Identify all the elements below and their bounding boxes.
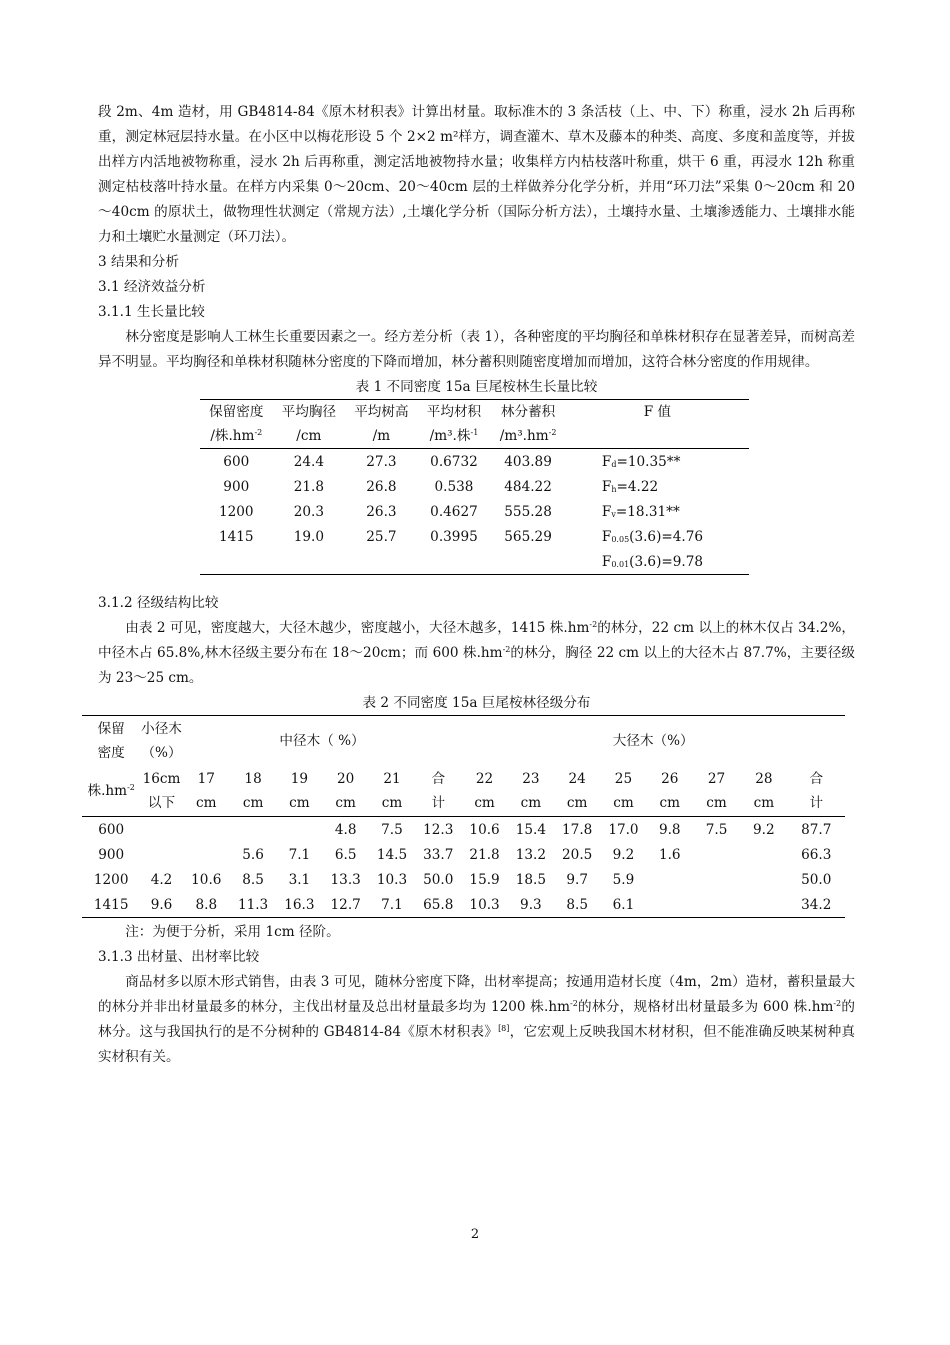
table1-header-cell: 平均材积 — [426, 404, 482, 420]
table-cell — [418, 549, 491, 575]
table-cell: 19.0 — [293, 528, 324, 545]
table-cell: 50.0 — [423, 871, 454, 888]
table-cell: 900 — [223, 478, 250, 495]
diameter-class-header: 24 cm — [554, 766, 600, 817]
table1-unit-cell: $/m^3.hm^{-2}$ — [490, 424, 566, 449]
table-cell: 403.89 — [504, 453, 552, 470]
table1-header-cell: 平均胸径 — [281, 404, 337, 420]
diameter-class-header: 合 计 — [788, 766, 846, 817]
table-cell: 565.29 — [504, 528, 552, 545]
table-cell — [693, 867, 740, 892]
medium-diameter-header: 中径木（ %） — [279, 733, 365, 749]
table1-unit-cell: /株$.hm^{-2}$ — [200, 424, 273, 449]
table-cell: 900 — [98, 846, 125, 863]
table-cell: 10.6 — [469, 821, 500, 838]
table2-note: 注：为便于分析，采用 1cm 径阶。 — [125, 924, 340, 940]
table-cell: 600 — [98, 821, 125, 838]
table-cell: 0.538 — [434, 478, 474, 495]
table1-caption: 表 1 不同密度 15a 巨尾桉林生长量比较 — [355, 379, 598, 395]
table-cell: 9.7 — [566, 871, 588, 888]
table-cell: 8.5 — [566, 896, 588, 913]
table-cell: 10.3 — [469, 896, 500, 913]
table-row — [82, 817, 845, 843]
table-cell: 9.2 — [753, 821, 775, 838]
diameter-class-header: 27 cm — [693, 766, 740, 817]
f-value-cell: $F_h=4.22$ — [601, 478, 659, 495]
table-cell: 600 — [223, 453, 250, 470]
density-unit-header: 株$.hm^{-2}$ — [82, 766, 140, 817]
table-cell — [740, 867, 787, 892]
page-number: 2 — [470, 1227, 480, 1242]
table1-unit-cell: /cm — [273, 424, 346, 449]
table-cell: 10.3 — [376, 871, 408, 888]
table-cell — [740, 892, 787, 918]
table-cell: 8.8 — [195, 896, 218, 913]
table-cell — [647, 867, 693, 892]
table-cell — [647, 892, 693, 918]
table2-header-row — [82, 716, 845, 767]
table-cell — [183, 842, 230, 867]
paragraph-timber-output: 商品材多以原木形式销售，由表 3 可见，随林分密度下降，出材率提高；按通用造材长度（4m，2m）造材，蓄积量最大的林分并非出材量最多的林分，主伐出材量及总出材量最多均为 1200 株$.hm^{-2}$的林分，规格材出材量最多为 600 株$.hm^{-2}$的林分。这与我国执行的是不分树种的 GB4814-84《原木材积表》[8]，它宏观上反映我国木材材积，但不能准确反映某树种真实材积有关。 — [98, 974, 856, 1065]
table-cell — [276, 817, 322, 843]
table-cell: 25.7 — [366, 528, 397, 545]
f-value-cell: $F_{0.01}(3.6)=9.78$ — [601, 553, 704, 570]
table-row — [200, 524, 749, 549]
heading-diameter-class: 3.1.2 径级结构比较 — [98, 595, 219, 611]
table-cell: 0.4627 — [430, 503, 478, 520]
table-row — [200, 474, 749, 499]
table-cell: 21.8 — [293, 478, 324, 495]
diameter-class-header: 21 cm — [369, 766, 415, 817]
table-cell: 24.4 — [293, 453, 324, 470]
table-cell: 7.1 — [381, 896, 403, 913]
table-cell: 9.8 — [658, 821, 681, 838]
table-cell: 555.28 — [504, 503, 552, 520]
table-cell: 6.5 — [334, 846, 357, 863]
table-cell: 14.5 — [376, 846, 408, 863]
table1-header-row — [200, 400, 749, 425]
table1-unit-cell: /m³.株$^{-1}$ — [418, 424, 491, 449]
table-cell: 4.8 — [334, 821, 357, 838]
paragraph-growth: 林分密度是影响人工林生长重要因素之一。经方差分析（表 1），各种密度的平均胸径和单株材积存在显著差异，而树高差异不明显。平均胸径和单株材积随林分密度的下降而增加，林分蓄积则随密度增加而增加，这符合林分密度的作用规律。 — [98, 329, 855, 370]
table-cell: 10.6 — [191, 871, 222, 888]
table1-header-cell: 平均树高 — [354, 404, 409, 420]
table-cell: 17.8 — [562, 821, 593, 838]
table-cell: 17.0 — [608, 821, 639, 838]
table-cell: 9.6 — [150, 896, 173, 913]
table-cell: 33.7 — [423, 846, 454, 863]
table-row — [200, 499, 749, 524]
table-row — [200, 449, 749, 475]
diameter-class-header: 22 cm — [461, 766, 507, 817]
small-diameter-header: 小径木 （%） — [141, 721, 182, 761]
table-cell: 18.5 — [515, 871, 546, 888]
table-cell: 27.3 — [366, 453, 397, 470]
large-diameter-header: 大径木（%） — [612, 733, 694, 749]
diameter-class-header: 26 cm — [647, 766, 693, 817]
table-cell: 66.3 — [801, 846, 832, 863]
table-cell: 0.3995 — [430, 528, 478, 545]
diameter-class-header: 16cm 以下 — [140, 766, 182, 817]
f-value-cell: $F_v=18.31**$ — [601, 503, 680, 520]
table1-header-unit-row — [200, 424, 749, 449]
table-cell: 7.5 — [381, 821, 403, 838]
table-cell: 15.4 — [515, 821, 546, 838]
table-cell: 87.7 — [801, 821, 832, 838]
table-cell: 21.8 — [469, 846, 500, 863]
table-cell: 9.3 — [520, 896, 542, 913]
table-cell: 1.6 — [658, 846, 681, 863]
paragraph-methods: 段 2m、4m 造材，用 GB4814-84《原木材积表》计算出材量。取标准木的 3 条活枝（上、中、下）称重，浸水 2h 后再称重，测定林冠层持水量。在小区中以梅花形设 5 个 2×2 m²样方，调查灌木、草木及藤本的种类、高度、多度和盖度等，并拔出样方内活地被物称重，浸水 2h 后再称重，测定活地被物持水量；收集样方内枯枝落叶称重，烘干 6 重，再浸水 12h 称重测定枯枝落叶持水量。在样方内采集 0～20cm、20～40cm 层的土样做养分化学分析，并用“环刀法”采集 0～20cm 和 20～40cm 的原状土，做物理性状测定（常规方法）,土壤化学分析（国际分析方法），土壤持水量、土壤渗透能力、土壤排水能力和土壤贮水量测定（环刀法）。 — [98, 104, 855, 245]
table-cell: 7.1 — [288, 846, 311, 863]
table1-header-cell: 保留密度 — [209, 404, 264, 420]
diameter-class-header: 25 cm — [600, 766, 646, 817]
table-cell — [345, 549, 418, 575]
table-cell: 484.22 — [504, 478, 552, 495]
table1-unit-cell: /m — [345, 424, 418, 449]
table-cell: 12.3 — [423, 821, 454, 838]
heading-timber-output: 3.1.3 出材量、出材率比较 — [98, 949, 260, 965]
table-cell — [200, 549, 273, 575]
table2-subheader-row — [82, 766, 845, 817]
table-cell: 1415 — [93, 896, 129, 913]
table-cell: 8.5 — [242, 871, 264, 888]
table-cell: 6.1 — [612, 896, 635, 913]
table-cell: 9.2 — [612, 846, 635, 863]
table-cell: 13.2 — [515, 846, 546, 863]
table2-caption: 表 2 不同密度 15a 巨尾桉林径级分布 — [362, 695, 591, 711]
table-cell: 3.1 — [288, 871, 311, 888]
table2 — [82, 715, 845, 918]
heading-growth: 3.1.1 生长量比较 — [98, 304, 205, 320]
table-cell: 15.9 — [469, 871, 500, 888]
table-cell: 1415 — [218, 528, 254, 545]
table1-header-cell: F 值 — [643, 404, 672, 420]
table-cell: 0.6732 — [430, 453, 478, 470]
heading-economic: 3.1 经济效益分析 — [98, 279, 206, 295]
table-cell: 34.2 — [801, 896, 832, 913]
table-cell: 26.8 — [366, 478, 397, 495]
f-value-cell: $F_d=10.35**$ — [601, 453, 681, 470]
table-cell — [273, 549, 346, 575]
table-cell: 50.0 — [801, 871, 832, 888]
table-cell: 1200 — [218, 503, 254, 520]
table1-header-cell: 林分蓄积 — [500, 404, 556, 420]
table-row — [82, 892, 845, 918]
table-cell: 1200 — [93, 871, 129, 888]
document-page — [87, 100, 856, 1070]
table-cell — [740, 842, 787, 867]
diameter-class-header: 17 cm — [183, 766, 230, 817]
table-cell: 65.8 — [423, 896, 454, 913]
table-cell — [140, 817, 182, 843]
table1-unit-cell — [566, 424, 749, 449]
table-cell: 5.9 — [612, 871, 635, 888]
table1 — [200, 399, 749, 575]
paragraph-diameter-class: 由表 2 可见，密度越大，大径木越少，密度越小，大径木越多，1415 株$.hm^{-2}$的林分，22 cm 以上的林木仅占 34.2%，中径木占 65.8%,林木径级主要分布在 18～20cm；而 600 株$.hm^{-2}$的林分，胸径 22 cm 以上的大径木占 87.7%，主要径级为 23～25 cm。 — [98, 620, 856, 686]
table-cell: 7.5 — [705, 821, 728, 838]
table-cell — [230, 817, 276, 843]
density-header: 保留 密度 — [97, 721, 125, 761]
diameter-class-header: 18 cm — [230, 766, 276, 817]
table-cell: 11.3 — [237, 896, 269, 913]
table-row — [82, 867, 845, 892]
table-cell: 13.3 — [330, 871, 361, 888]
diameter-class-header: 28 cm — [740, 766, 787, 817]
diameter-class-header: 合 计 — [415, 766, 461, 817]
table-cell — [693, 842, 740, 867]
table-row — [200, 549, 749, 575]
table-cell: 26.3 — [366, 503, 397, 520]
table-cell: 4.2 — [150, 871, 173, 888]
table-cell — [140, 842, 182, 867]
table-cell — [693, 892, 740, 918]
table-cell: 12.7 — [330, 896, 361, 913]
table-cell — [490, 549, 566, 575]
diameter-class-header: 20 cm — [323, 766, 369, 817]
table-row — [82, 842, 845, 867]
f-value-cell: $F_{0.05}(3.6)=4.76$ — [601, 528, 704, 545]
table-cell: 20.3 — [293, 503, 324, 520]
table-cell: 5.6 — [242, 846, 264, 863]
diameter-class-header: 19 cm — [276, 766, 322, 817]
table-cell: 16.3 — [284, 896, 315, 913]
table-cell — [183, 817, 230, 843]
table-cell: 20.5 — [562, 846, 593, 863]
heading-results: 3 结果和分析 — [98, 254, 179, 270]
diameter-class-header: 23 cm — [508, 766, 554, 817]
